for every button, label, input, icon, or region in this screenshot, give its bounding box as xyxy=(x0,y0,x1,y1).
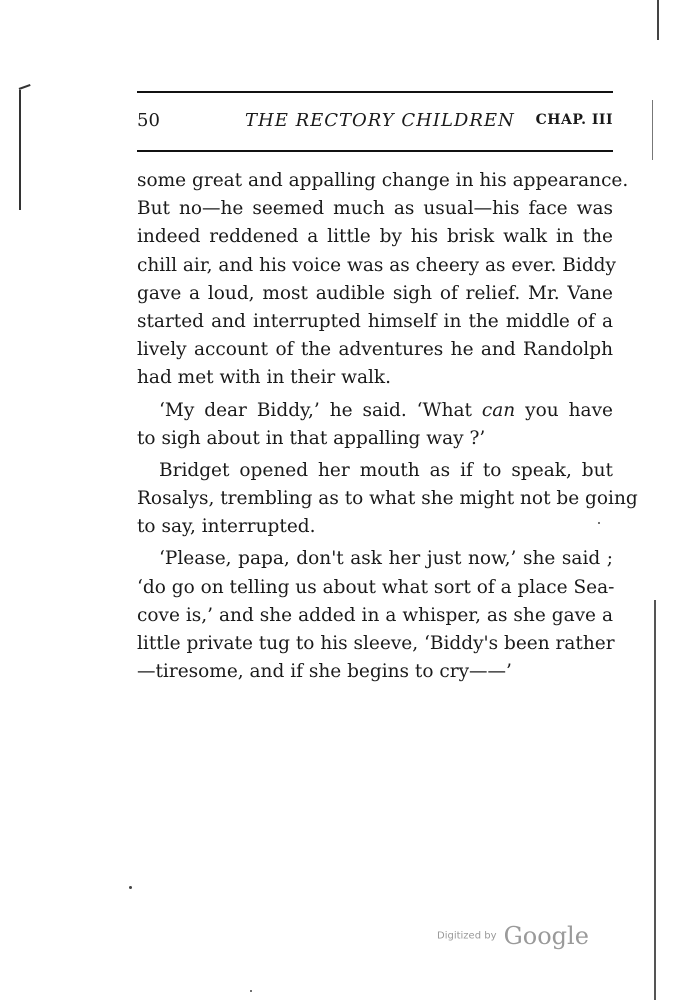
text-line: to say, interrupted. xyxy=(137,516,316,538)
header-rule-bottom xyxy=(137,150,613,152)
emphasis-word: can xyxy=(481,399,516,421)
scan-edge-right-mid xyxy=(652,100,653,160)
scan-edge-right-top xyxy=(657,0,659,40)
page-number: 50 xyxy=(137,110,160,131)
text-fragment: ‘My dear Biddy,’ he said. ‘What xyxy=(159,399,472,421)
text-line: ‘do go on telling us about what sort of a place Sea- xyxy=(137,576,615,598)
text-line: lively account of the adventures he and Randolph xyxy=(137,339,613,361)
text-line: to sigh about in that appalling way ?’ xyxy=(137,427,486,449)
text-line: cove is,’ and she added in a whisper, as she gave a xyxy=(137,604,613,626)
text-line: indeed reddened a little by his brisk walk in the xyxy=(137,226,613,248)
body-text xyxy=(137,167,638,686)
google-logo: Google xyxy=(503,922,589,950)
header-rule-top xyxy=(137,91,613,93)
chapter-label: CHAP. III xyxy=(535,112,613,128)
scan-edge-left xyxy=(19,90,21,210)
text-line: little private tug to his sleeve, ‘Biddy's been rather xyxy=(137,633,615,654)
text-line: gave a loud, most audible sigh of relief. Mr. Vane xyxy=(137,282,613,304)
scan-edge-left-mark xyxy=(19,84,31,90)
text-line: some great and appalling change in his appearance. xyxy=(137,170,629,191)
text-line: Bridget opened her mouth as if to speak, but xyxy=(159,459,613,481)
text-line: Rosalys, trembling as to what she might not be going xyxy=(137,488,638,510)
text-line: had met with in their walk. xyxy=(137,367,391,389)
text-fragment: you have xyxy=(525,399,613,421)
page-header xyxy=(137,110,613,138)
digitized-by-google-watermark xyxy=(437,922,589,950)
text-line: chill air, and his voice was as cheery as ever. Biddy xyxy=(137,254,616,276)
scan-speck xyxy=(598,522,600,524)
text-line: started and interrupted himself in the middle of a xyxy=(137,310,613,332)
scan-speck xyxy=(129,886,132,889)
text-line: ‘Please, papa, don't ask her just now,’ she said ; xyxy=(159,548,613,570)
text-line: But no—he seemed much as usual—his face was xyxy=(137,198,613,220)
scan-edge-right-bottom xyxy=(654,600,656,1000)
scan-speck xyxy=(250,990,252,992)
text-line xyxy=(137,397,613,425)
text-line: —tiresome, and if she begins to cry——’ xyxy=(137,661,512,683)
digitized-prefix: Digitized by xyxy=(437,930,497,942)
running-title: THE RECTORY CHILDREN xyxy=(245,110,515,131)
